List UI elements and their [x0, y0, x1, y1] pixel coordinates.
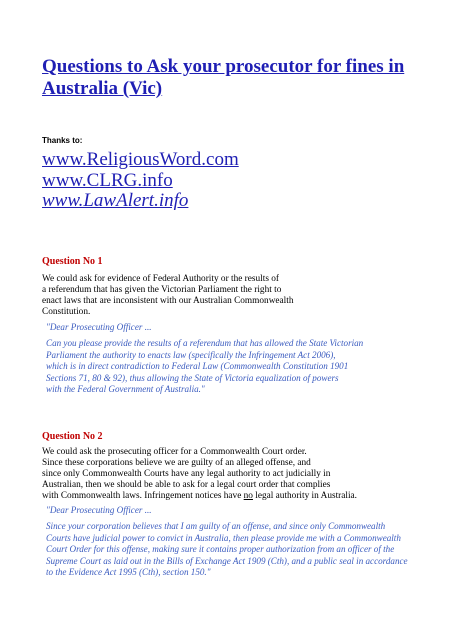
- question-2-quote: [46, 505, 456, 578]
- quote-line: to the Evidence Act 1995 (Cth), section 150.": [46, 567, 211, 578]
- body-line-final: [42, 491, 452, 502]
- document-title: Questions to Ask your prosecutor for fines in Australia (Vic): [42, 56, 405, 99]
- body-line: Constitution.: [42, 307, 91, 317]
- body-line: We could ask the prosecuting officer for a Commonwealth Court order.: [42, 447, 307, 457]
- question-1-heading: Question No 1: [42, 256, 103, 267]
- quote-line: Sections 71, 80 & 92), thus allowing the State of Victoria equalization of powers: [46, 372, 339, 383]
- emphasis-no: no: [243, 491, 253, 501]
- quote-greeting: "Dear Prosecuting Officer ...: [46, 322, 152, 332]
- link-clrg[interactable]: www.CLRG.info: [42, 169, 173, 191]
- link-religiousword[interactable]: www.ReligiousWord.com: [42, 149, 239, 170]
- body-line: a referendum that has given the Victorian Parliament the right to: [42, 285, 282, 295]
- body-line: Since these corporations believe we are guilty of an alleged offense, and: [42, 458, 311, 468]
- quote-line: Courts have judicial power to convict in Australia, then please provide me with a Commonwealth: [46, 532, 401, 543]
- question-2-body: [42, 447, 452, 502]
- body-line: Australian, then we should be able to ask for a legal court order that complies: [42, 480, 331, 490]
- body-line: enact laws that are inconsistent with our Australian Commonwealth: [42, 296, 294, 306]
- question-2-heading: Question No 2: [42, 431, 103, 442]
- quote-greeting: "Dear Prosecuting Officer ...: [46, 505, 152, 515]
- body-line: since only Commonwealth Courts have any legal authority to act judicially in: [42, 469, 331, 479]
- link-lawalert[interactable]: www.LawAlert.info: [42, 190, 189, 211]
- quote-line: Court Order for this offense, making sure it contains proper authorization from an officer of the: [46, 544, 395, 555]
- question-1-body: [42, 274, 452, 318]
- body-line: We could ask for evidence of Federal Authority or the results of: [42, 274, 280, 284]
- quote-line: which is in direct contradiction to Federal Law (Commonwealth Constitution 1901: [46, 361, 349, 372]
- quote-line: with the Federal Government of Australia.": [46, 384, 205, 395]
- link-list: [42, 150, 239, 212]
- quote-line: Since your corporation believes that I am guilty of an offense, and since only Commonwealth: [46, 521, 386, 532]
- body-line-part: with Commonwealth laws. Infringement notices have: [42, 491, 244, 501]
- quote-line: Parliament the authority to enacts law (specifically the Infringement Act 2006),: [46, 349, 336, 360]
- question-1-quote: [46, 322, 456, 395]
- thanks-label: Thanks to:: [42, 136, 83, 145]
- quote-line: Can you please provide the results of a referendum that has allowed the State Victorian: [46, 338, 364, 349]
- quote-line: Supreme Court as laid out in the Bills of Exchange Act 1909 (Cth), and a public seal in accordance: [46, 555, 408, 566]
- body-line-part: legal authority in Australia.: [252, 491, 358, 501]
